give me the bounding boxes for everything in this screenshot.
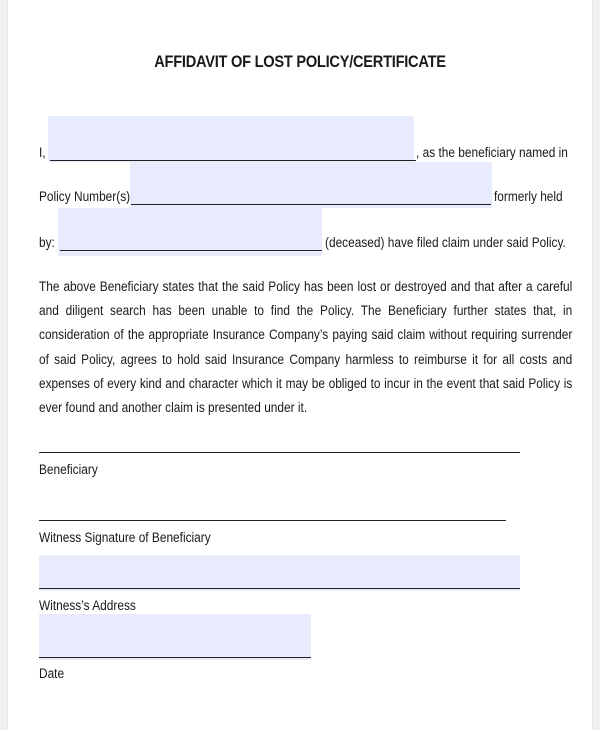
date-label: Date — [39, 666, 65, 681]
line2-suffix: formerly held — [494, 189, 563, 204]
held-by-field[interactable] — [58, 208, 322, 256]
date-line — [39, 657, 311, 658]
affidavit-body-paragraph: The above Beneficiary states that the said Policy has been lost or destroyed and that after a careful and diligent search has been unable to find the Policy. The Beneficiary further states that, in consideration of the appropriate Insurance Company’s paying said claim without requiring surrender of said Policy, agrees to hold said Insurance Company harmless to reimburse it for all costs and expenses of every kind and character which it may be obliged to incur in the event that said Policy is ever found and another claim is presented under it. — [39, 279, 573, 416]
beneficiary-label: Beneficiary — [39, 462, 98, 477]
line3-prefix: by: — [39, 235, 55, 250]
beneficiary-name-field[interactable] — [48, 116, 414, 162]
beneficiary-name-underline — [50, 160, 416, 161]
witness-address-field[interactable] — [39, 555, 520, 591]
beneficiary-signature-line[interactable] — [39, 452, 520, 453]
document-page — [8, 0, 592, 730]
date-field[interactable] — [39, 614, 311, 660]
witness-address-label: Witness’s Address — [39, 598, 136, 613]
document-title: AFFIDAVIT OF LOST POLICY/CERTIFICATE — [154, 52, 446, 71]
line2-prefix: Policy Number(s) — [39, 189, 131, 204]
line3-suffix: (deceased) have filed claim under said Policy. — [325, 235, 566, 250]
held-by-underline — [60, 250, 322, 251]
line1-prefix: I, — [39, 145, 46, 160]
line1-suffix: , as the beneficiary named in — [416, 145, 568, 160]
policy-number-field[interactable] — [130, 162, 492, 208]
policy-number-underline — [131, 204, 491, 205]
witness-address-line — [39, 588, 520, 589]
witness-signature-line[interactable] — [39, 520, 506, 521]
witness-signature-label: Witness Signature of Beneficiary — [39, 530, 211, 545]
